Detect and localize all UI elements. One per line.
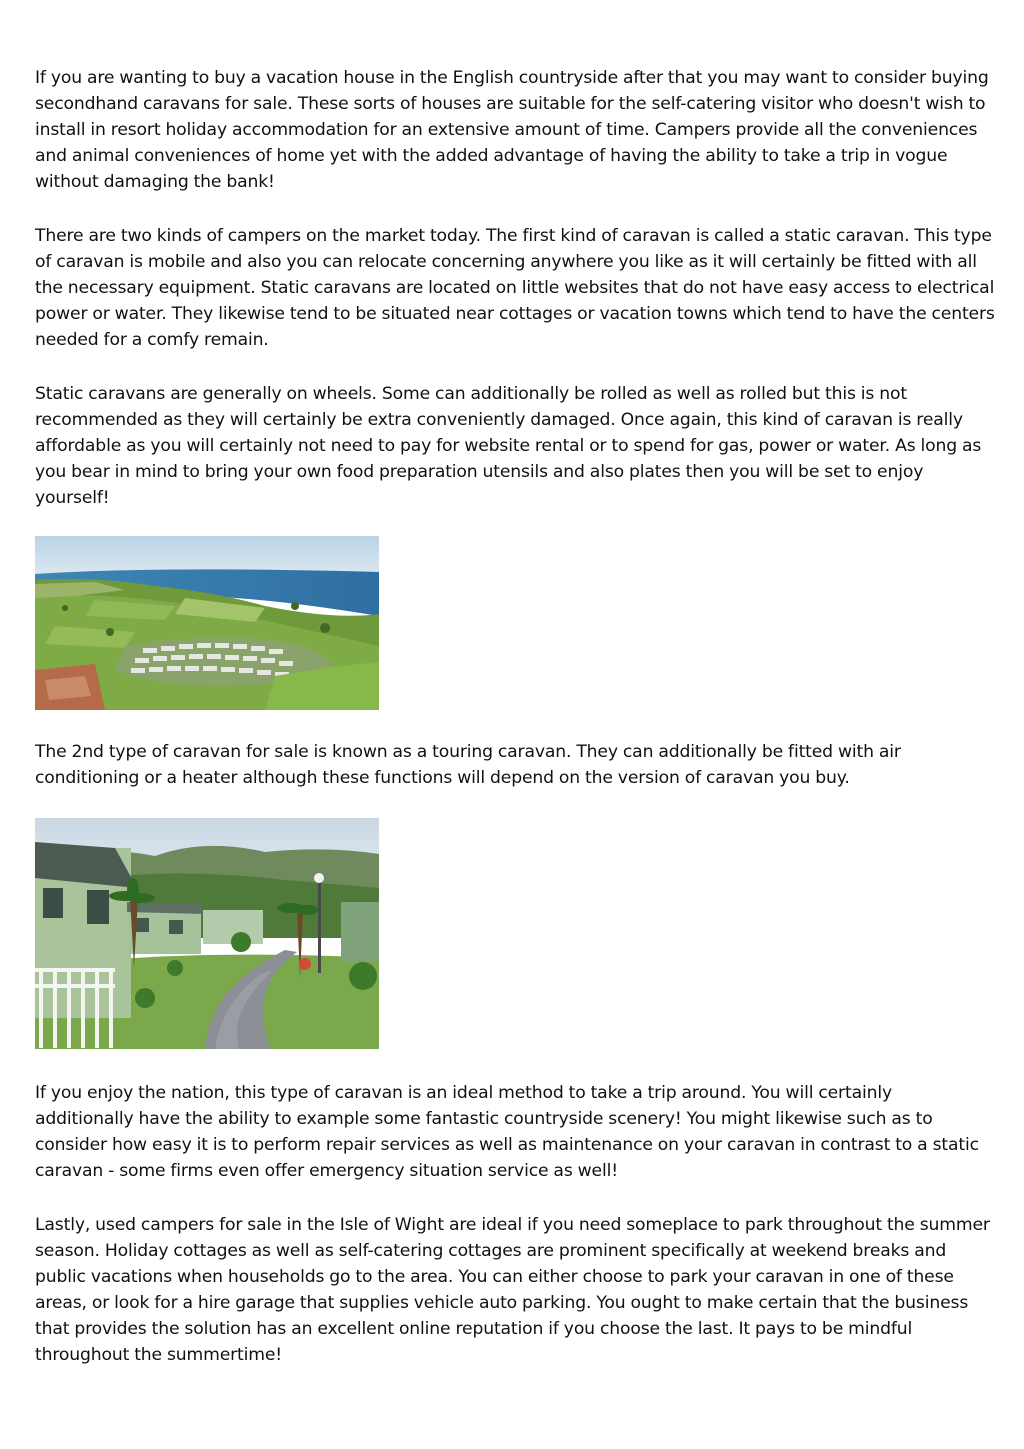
coastal-caravan-park-photo — [35, 536, 379, 710]
paragraph-countryside: If you enjoy the nation, this type of caravan is an ideal method to take a trip around. You will certainly additionally have the ability to example some fantastic countryside scenery! You might likewise such as to consider how easy it is to perform repair services as well as maintenance on your caravan in contrast to a static caravan - some firms even offer emergency situation service as well! — [35, 1083, 979, 1181]
paragraph-isle-of-wight: Lastly, used campers for sale in the Isle of Wight are ideal if you need someplace to park throughout the summer season. Holiday cottages as well as self-catering cottages are prominent specifically at weekend breaks and public vacations when households go to the area. You can either choose to park your caravan in one of these areas, or look for a hire garage that supplies vehicle auto parking. You ought to make certain that the business that provides the solution has an excellent online reputation if you choose the last. It pays to be mindful throughout the summertime! — [35, 1215, 990, 1365]
paragraph-static-caravans: Static caravans are generally on wheels. Some can additionally be rolled as well as rolled but this is not recommended as they will certainly be extra conveniently damaged. Once again, this kind of caravan is really affordable as you will certainly not need to pay for website rental or to spend for gas, power or water. As long as you bear in mind to bring your own food preparation utensils and also plates then you will be set to enjoy yourself! — [35, 384, 982, 508]
caravan-park-road-photo — [35, 818, 379, 1049]
paragraph-touring-caravan: The 2nd type of caravan for sale is known as a touring caravan. They can additionally be fitted with air conditioning or a heater although these functions will depend on the version of caravan you buy. — [35, 742, 901, 788]
paragraph-intro: If you are wanting to buy a vacation house in the English countryside after that you may want to consider buying secondhand caravans for sale. These sorts of houses are suitable for the self-catering visitor who doesn't wish to install in resort holiday accommodation for an extensive amount of time. Campers provide all the conveniences and animal conveniences of home yet with the added advantage of having the ability to take a trip in vogue without damaging the bank! — [35, 68, 989, 192]
paragraph-two-kinds: There are two kinds of campers on the market today. The first kind of caravan is called a static caravan. This type of caravan is mobile and also you can relocate concerning anywhere you like as it will certainly be fitted with all the necessary equipment. Static caravans are located on little websites that do not have easy access to electrical power or water. They likewise tend to be situated near cottages or vacation towns which tend to have the centers needed for a comfy remain. — [35, 226, 995, 350]
